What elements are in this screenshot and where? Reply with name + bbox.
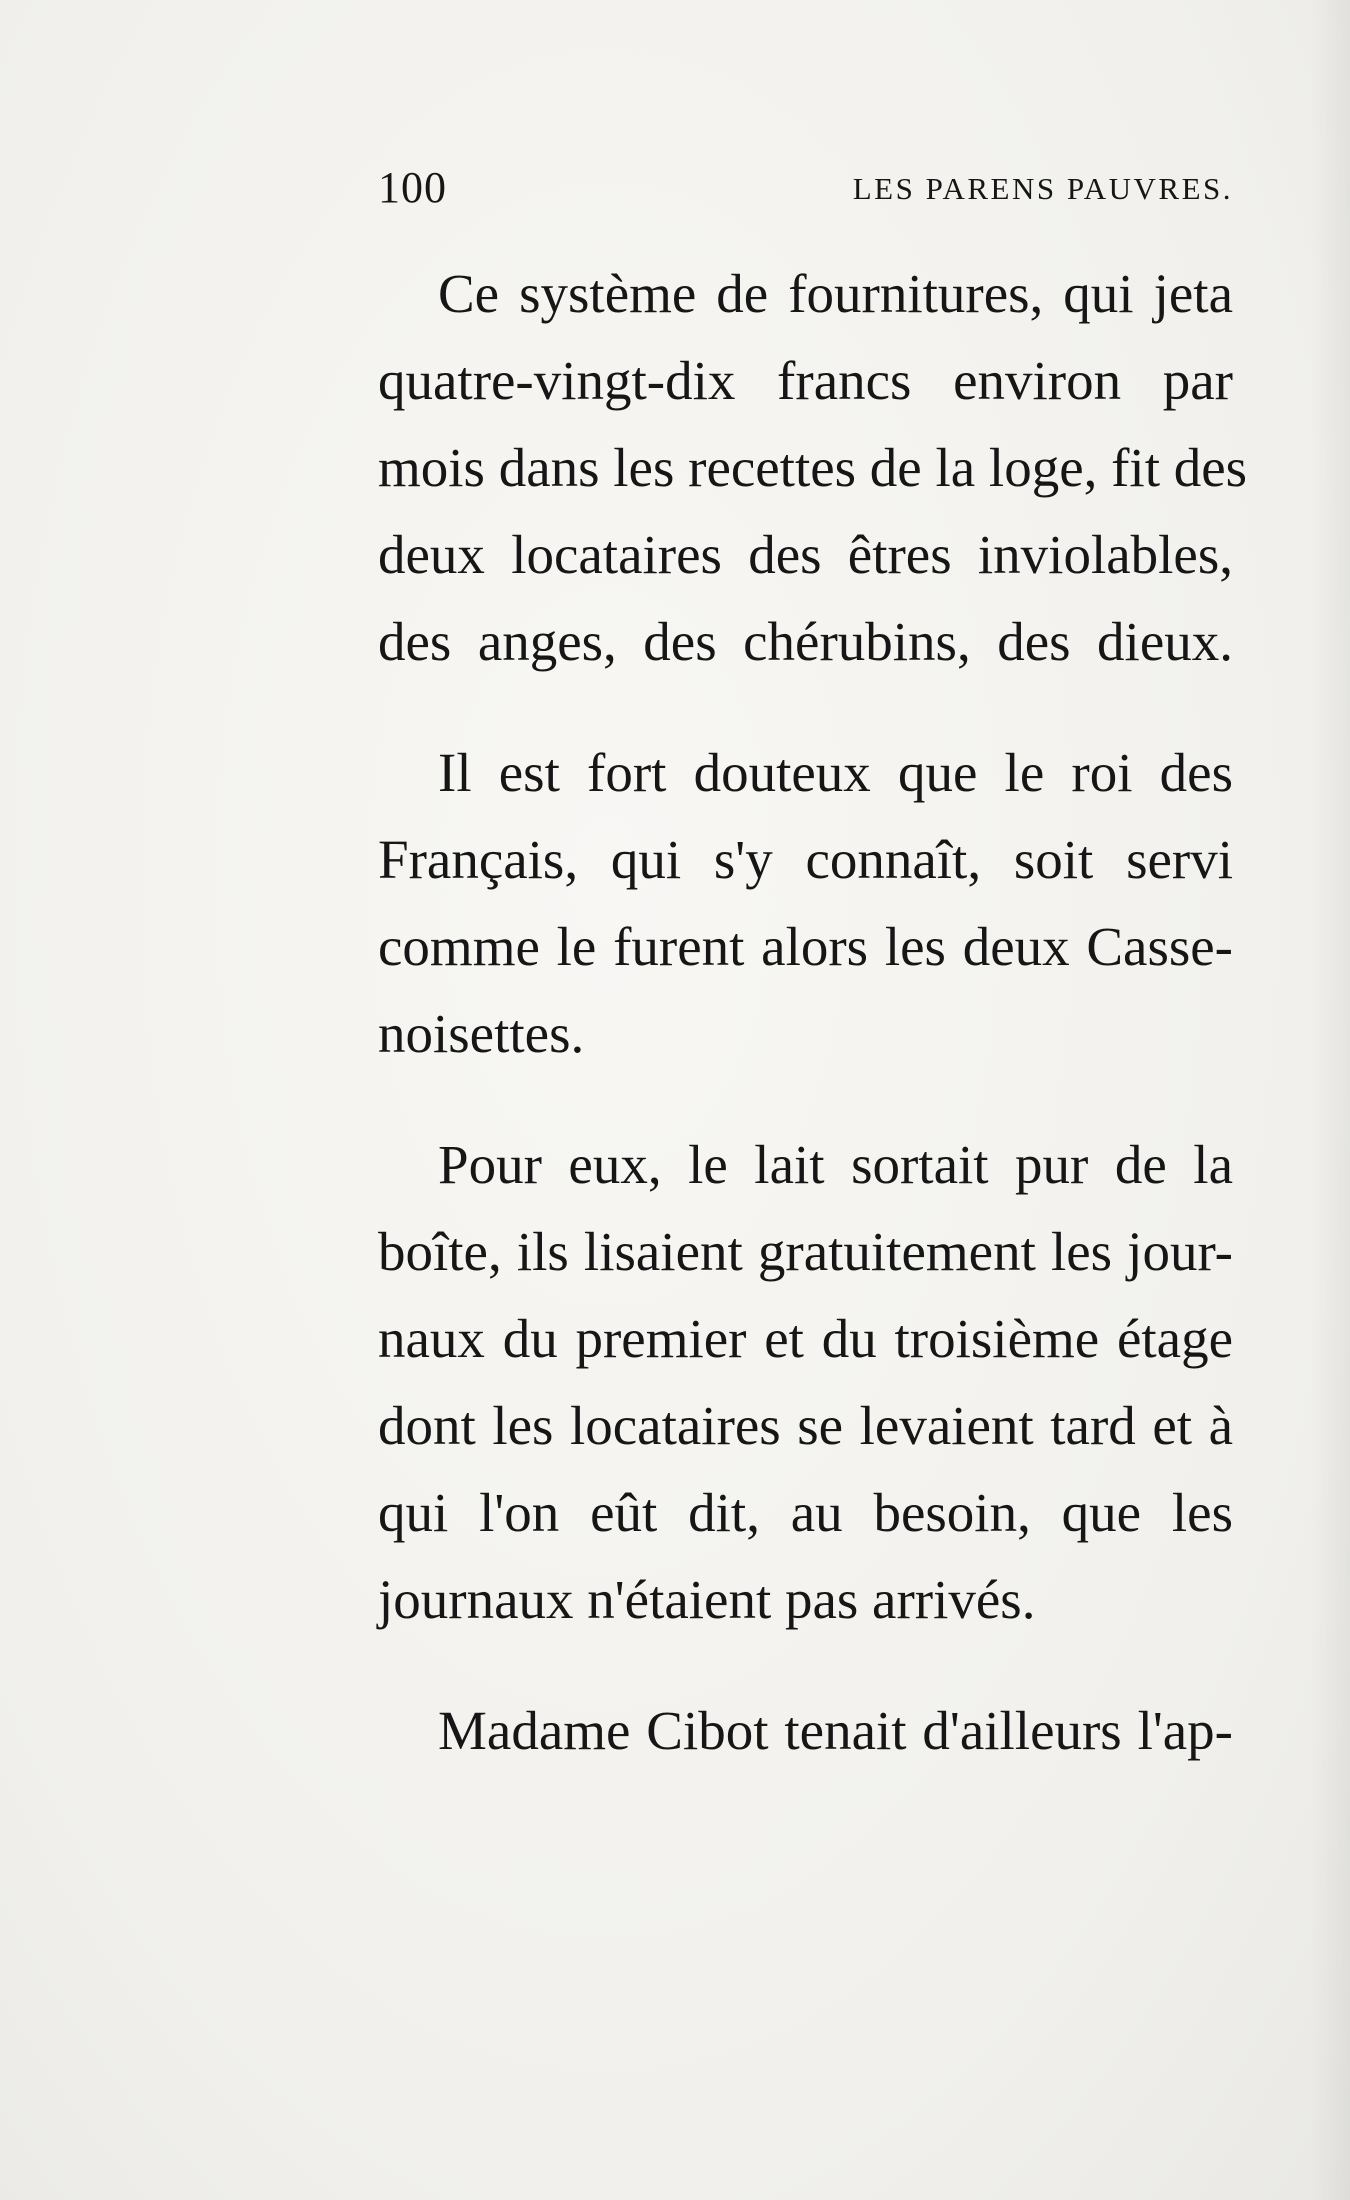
- text-line: Pour eux, le lait sortait pur de la: [438, 1134, 1233, 1195]
- text-line: Il est fort douteux que le roi des: [438, 742, 1233, 803]
- text-line: journaux n'étaient pas arrivés.: [378, 1569, 1036, 1630]
- text-line: des anges, des chérubins, des dieux.: [378, 611, 1233, 672]
- body-text: [378, 250, 1248, 1818]
- paragraph-2: [378, 729, 1233, 1077]
- page-number: 100: [378, 163, 447, 212]
- text-line: mois dans les recettes de la loge, fit des: [378, 437, 1248, 498]
- text-line: comme le furent alors les deux Casse-: [378, 916, 1233, 977]
- text-line: Français, qui s'y connaît, soit servi: [378, 829, 1233, 890]
- running-title: LES PARENS PAUVRES.: [852, 171, 1233, 206]
- text-line: dont les locataires se levaient tard et à: [378, 1395, 1233, 1456]
- paragraph-1: [378, 250, 1248, 685]
- paragraph-4: [378, 1687, 1233, 1774]
- text-line: quatre-vingt-dix francs environ par: [378, 350, 1233, 411]
- text-line: Ce système de fournitures, qui jeta: [438, 263, 1233, 324]
- text-line: boîte, ils lisaient gratuitement les jour-: [378, 1221, 1233, 1282]
- text-line: naux du premier et du troisième étage: [378, 1308, 1233, 1369]
- text-line: deux locataires des êtres inviolables,: [378, 524, 1233, 585]
- paragraph-3: [378, 1121, 1233, 1643]
- page-header: [378, 158, 1233, 218]
- text-line: noisettes.: [378, 1003, 585, 1064]
- page-edge-shadow: [1310, 0, 1350, 2200]
- text-line: Madame Cibot tenait d'ailleurs l'ap-: [438, 1700, 1233, 1761]
- text-line: qui l'on eût dit, au besoin, que les: [378, 1482, 1233, 1543]
